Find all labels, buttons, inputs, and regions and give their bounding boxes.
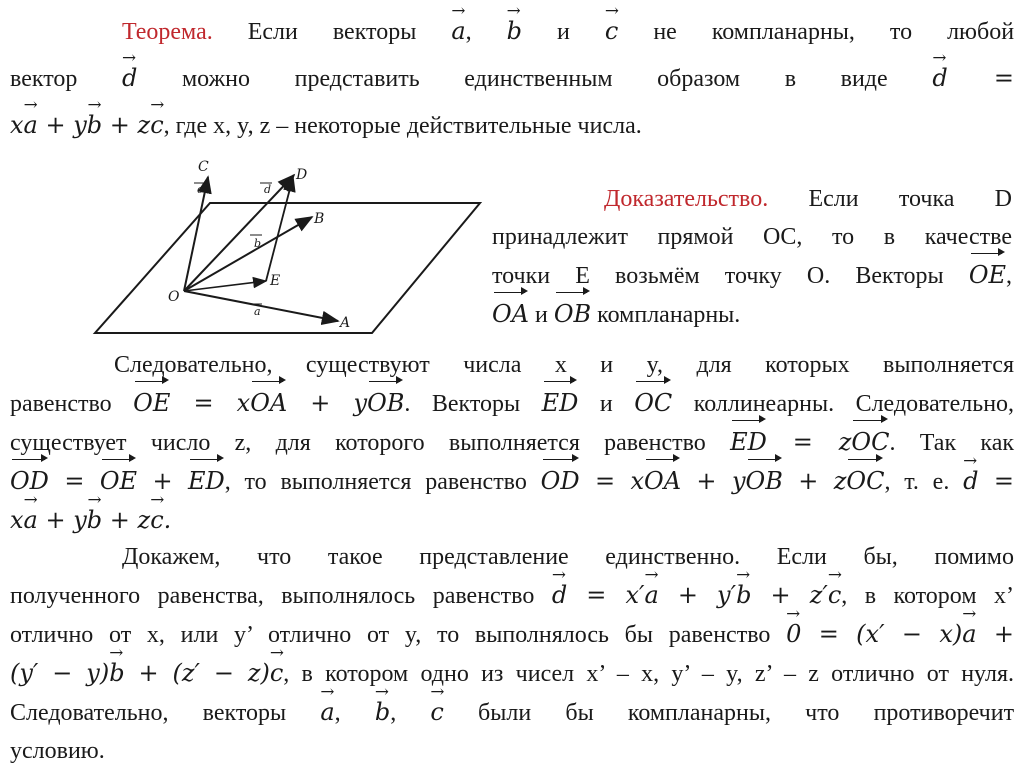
proof-label: Доказательство. (604, 186, 769, 212)
theorem-block (10, 12, 1014, 145)
label-b: B (314, 211, 325, 227)
vector-b: → b (507, 12, 522, 50)
svg-text:c: c (197, 183, 204, 196)
theorem-line-1: Теорема. Если векторы → a, → b и → c не компланарны, то любой (10, 12, 1014, 51)
theorem-label: Теорема. (122, 19, 213, 45)
vector-oc (184, 177, 208, 291)
svg-text:b: b (254, 237, 262, 250)
vector-oa (184, 291, 338, 321)
vector-ob (184, 217, 312, 291)
label-d: D (296, 167, 308, 183)
theorem-line-2: вектор → d можно представить единственным образом в виде → d = (10, 59, 1014, 98)
vector-c: → c (605, 12, 618, 50)
vector-oe (184, 281, 266, 291)
paragraph-1: Следовательно, существуют числа x и y, для которых выполняется равенство OE = xOA + yOB. Векторы ED и OC коллинеарны. Следовательно, существует число z, для которого выполняется равенство ED = zOC. Так как OD = OE + ED, то выполняется равенство OD = xOA + yOB + zOC, т. е. → d = x→ a + y→ b + z→ c. (10, 346, 1014, 540)
vector-a: → a (451, 12, 465, 50)
proof-block: Доказательство. Если точка D принадлежит прямой OC, то в качестве точки E возьмём точку O. Векторы OE, OA и OB компланарны. (492, 180, 1012, 334)
theorem-line-3: x→ a + y→ b + z→ c, где x, y, z – некоторые действительные числа. (10, 106, 1014, 145)
label-a: A (340, 315, 351, 331)
paragraph-2: Докажем, что такое представление единственно. Если бы, помимо полученного равенства, выполнялось равенство → d = x′→ a + y′→ b + z′→ c, в котором x’ отлично от x, или y’ отлично от y, то выполнялось бы равенство → 0 = (x′ − x)→ a + (y′ − y)→ b + (z′ − z)→ c, в котором одно из чисел x’ – x, y’ – y, z’ – z отлично от нуля. Следовательно, векторы → a, → b, → c были бы компланарны, что противоречит условию. (10, 538, 1014, 770)
label-c: C (198, 159, 209, 175)
plane (95, 203, 480, 333)
vector-figure (90, 155, 490, 350)
label-o: O (168, 289, 180, 305)
theorem-formula: x→ a + y→ b + z→ c (10, 111, 164, 139)
svg-text:d: d (264, 183, 272, 196)
svg-text:a: a (254, 305, 261, 318)
label-e: E (270, 273, 281, 289)
